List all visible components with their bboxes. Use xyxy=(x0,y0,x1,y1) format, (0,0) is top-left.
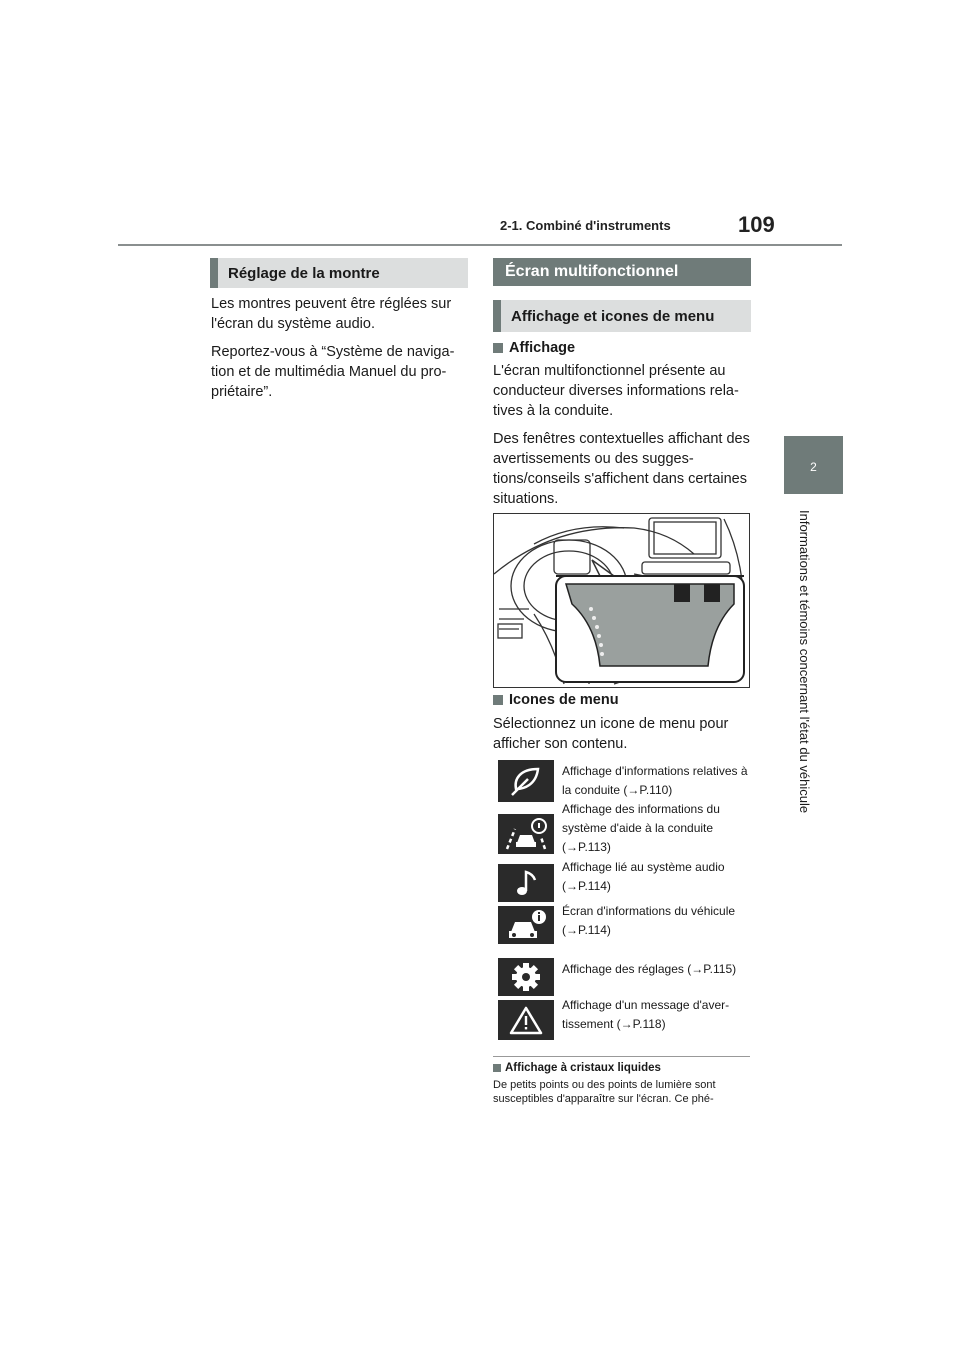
lcd-note-heading-text: Affichage à cristaux liquides xyxy=(505,1062,661,1074)
leaf-icon xyxy=(498,760,554,802)
driving-assist-icon xyxy=(498,814,554,854)
page-number: 109 xyxy=(738,212,775,237)
menu-icons-intro: Sélectionnez un icone de menu pour afficher son contenu. xyxy=(493,716,729,752)
menu-item-text: Affichage d'informations relatives à la conduite (→P.110) xyxy=(562,764,748,797)
menu-icons-subtitle xyxy=(493,692,619,708)
paragraph: Reportez-vous à “Système de navigation et de multimédia Manuel du propriétaire”. xyxy=(211,344,455,400)
menu-item-text: Affichage lié au système audio (→P.114) xyxy=(562,860,725,893)
menu-item-text: Écran d'informations du véhicule (→P.114) xyxy=(562,904,736,937)
paragraph: Des fenêtres contextuelles affichant des avertissements ou des suggestions/conseils s'affichent dans certaines situations. xyxy=(493,431,750,507)
menu-item-text: Affichage d'un message d'avertissement (→P.118) xyxy=(562,998,730,1031)
gear-icon xyxy=(498,958,554,996)
section-label: 2-1. Combiné d'instruments xyxy=(500,218,671,233)
multifunction-display-heading: Écran multifonctionnel xyxy=(493,258,751,286)
menu-item-text: Affichage des informations du système d'aide à la conduite (→P.113) xyxy=(562,802,720,854)
dashboard-drawing xyxy=(494,514,749,687)
paragraph: Les montres peuvent être réglées sur l'écran du système audio. xyxy=(211,296,452,332)
clock-setting-heading: Réglage de la montre xyxy=(210,258,468,288)
paragraph: L'écran multifonctionnel présente au conducteur diverses informations relatives à la conduite. xyxy=(493,363,739,419)
lcd-note-text: De petits points ou des points de lumière sont susceptibles d'apparaître sur l'écran. Ce phé- xyxy=(493,1079,716,1105)
menu-icons-subtitle-text: Icones de menu xyxy=(509,692,619,708)
display-subtitle-text: Affichage xyxy=(509,340,576,356)
bullet-square-icon xyxy=(493,343,503,353)
chapter-title: Informations et témoins concernant l'état du véhicule xyxy=(797,510,812,814)
dashboard-illustration xyxy=(493,513,750,688)
bullet-square-icon xyxy=(493,695,503,705)
header-rule xyxy=(118,244,842,246)
bullet-square-icon xyxy=(493,1064,501,1072)
menu-item-text: Affichage des réglages (→P.115) xyxy=(562,962,737,976)
display-subtitle xyxy=(493,340,575,356)
warning-icon xyxy=(498,1000,554,1040)
note-divider xyxy=(493,1056,750,1057)
vehicle-info-icon xyxy=(498,906,554,944)
lcd-note-heading xyxy=(493,1062,661,1074)
display-and-menu-icons-heading: Affichage et icones de menu xyxy=(493,300,751,332)
chapter-number: 2 xyxy=(810,460,817,474)
display-body xyxy=(493,361,751,517)
music-note-icon xyxy=(498,864,554,902)
clock-setting-body xyxy=(211,294,461,410)
